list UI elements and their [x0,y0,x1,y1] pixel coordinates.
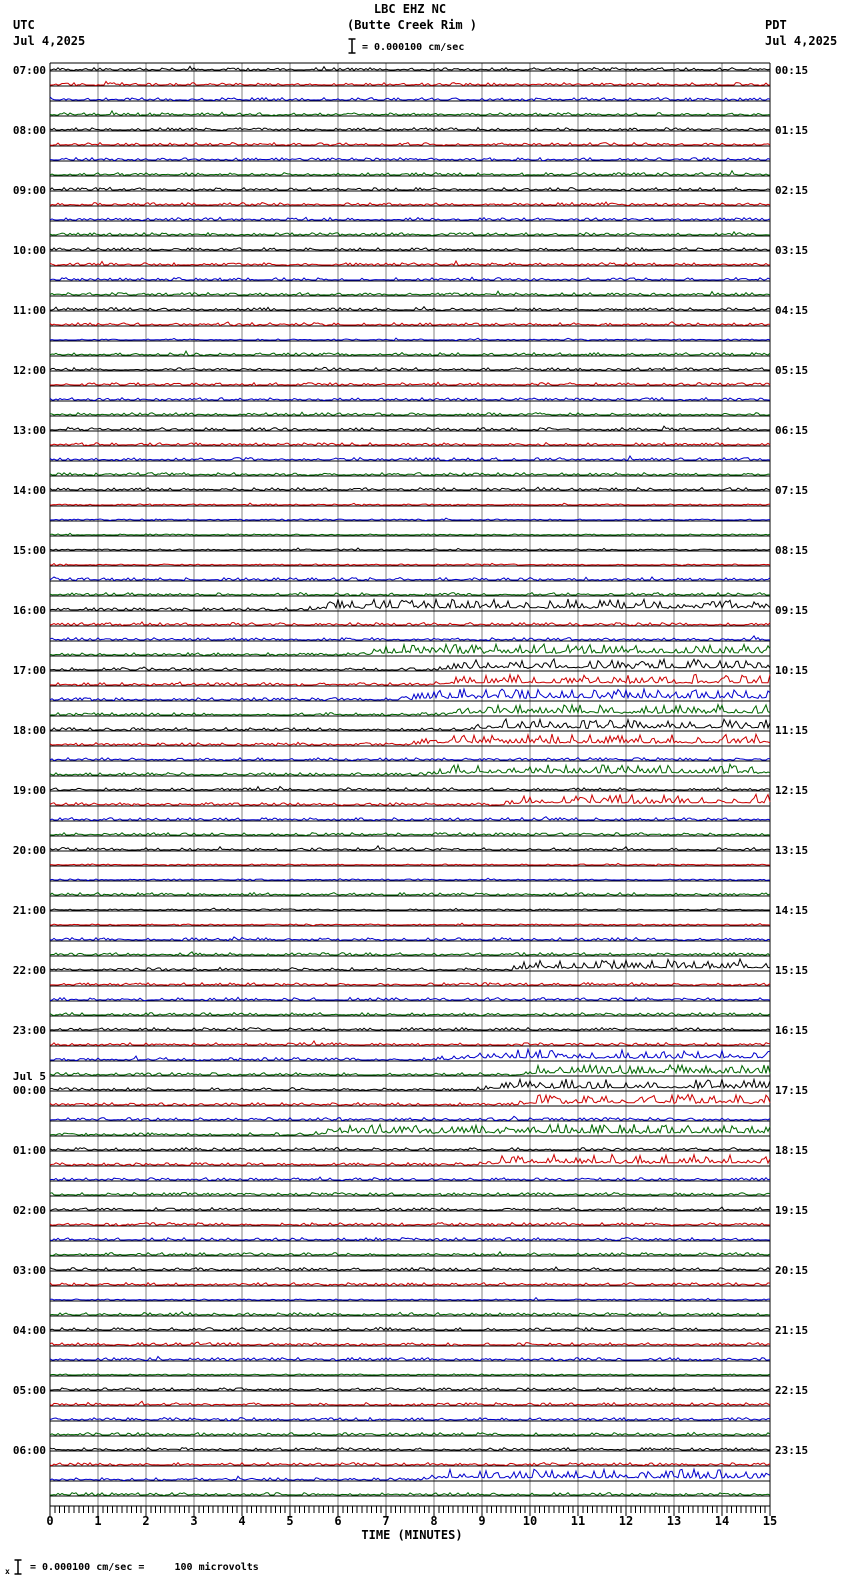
pdt-hour-label: 19:15 [775,1204,809,1217]
utc-hour-label: 18:00 [12,724,46,737]
x-tick-label: 7 [382,1514,390,1528]
x-axis-title: TIME (MINUTES) [361,1528,463,1542]
utc-hour-label: 01:00 [12,1144,46,1157]
x-tick-label: 13 [666,1514,682,1528]
pdt-hour-label: 08:15 [775,544,809,557]
x-tick-label: 12 [618,1514,634,1528]
footer-scale-text: = 0.000100 cm/sec = 100 microvolts [30,1562,259,1573]
pdt-hour-label: 04:15 [775,304,809,317]
utc-hour-label: 16:00 [12,604,46,617]
station-title: LBC EHZ NC [373,2,447,16]
utc-hour-label: 00:00 [12,1084,46,1097]
right-date-label: Jul 4,2025 [765,34,838,48]
utc-hour-label: 23:00 [12,1024,46,1037]
left-date-label: Jul 4,2025 [13,34,86,48]
utc-hour-label: 19:00 [12,784,46,797]
utc-hour-label: 11:00 [12,304,46,317]
pdt-hour-label: 12:15 [775,784,809,797]
footer-scale-bar-icon [13,1558,23,1576]
pdt-hour-label: 18:15 [775,1144,809,1157]
x-tick-label: 11 [570,1514,586,1528]
pdt-hour-label: 01:15 [775,124,809,137]
pdt-hour-label: 21:15 [775,1324,809,1337]
utc-hour-label: 07:00 [12,64,46,77]
x-tick-label: 0 [46,1514,54,1528]
utc-hour-label: 02:00 [12,1204,46,1217]
pdt-hour-label: 03:15 [775,244,809,257]
pdt-hour-label: 11:15 [775,724,809,737]
utc-hour-label: 04:00 [12,1324,46,1337]
pdt-hour-label: 06:15 [775,424,809,437]
pdt-hour-label: 23:15 [775,1444,809,1457]
utc-hour-label: 22:00 [12,964,46,977]
station-subtitle: (Butte Creek Rim ) [346,18,478,32]
right-timezone-label: PDT [765,18,787,32]
pdt-hour-label: 15:15 [775,964,809,977]
x-tick-label: 3 [190,1514,198,1528]
utc-hour-label: 15:00 [12,544,46,557]
left-timezone-label: UTC [13,18,35,32]
utc-hour-label: 20:00 [12,844,46,857]
x-tick-label: 8 [430,1514,438,1528]
x-tick-label: 10 [522,1514,538,1528]
pdt-hour-label: 05:15 [775,364,809,377]
utc-hour-label: 09:00 [12,184,46,197]
utc-hour-label: 10:00 [12,244,46,257]
x-tick-label: 9 [478,1514,486,1528]
utc-hour-label: 12:00 [12,364,46,377]
pdt-hour-label: 09:15 [775,604,809,617]
x-tick-label: 15 [762,1514,778,1528]
utc-hour-label: 17:00 [12,664,46,677]
utc-hour-label: 13:00 [12,424,46,437]
pdt-hour-label: 16:15 [775,1024,809,1037]
pdt-hour-label: 20:15 [775,1264,809,1277]
utc-hour-label: 03:00 [12,1264,46,1277]
x-tick-label: 2 [142,1514,150,1528]
scale-label: = 0.000100 cm/sec [362,42,465,53]
date-change-label: Jul 5 [12,1070,46,1083]
utc-hour-label: 14:00 [12,484,46,497]
pdt-hour-label: 17:15 [775,1084,809,1097]
pdt-hour-label: 02:15 [775,184,809,197]
pdt-hour-label: 22:15 [775,1384,809,1397]
pdt-hour-label: 07:15 [775,484,809,497]
x-tick-label: 1 [94,1514,102,1528]
x-tick-label: 14 [714,1514,730,1528]
pdt-hour-label: 00:15 [775,64,809,77]
pdt-hour-label: 10:15 [775,664,809,677]
utc-hour-label: 06:00 [12,1444,46,1457]
footer-prefix: x [5,1567,10,1576]
x-tick-label: 4 [238,1514,246,1528]
pdt-hour-label: 13:15 [775,844,809,857]
x-tick-label: 6 [334,1514,342,1528]
pdt-hour-label: 14:15 [775,904,809,917]
x-tick-label: 5 [286,1514,294,1528]
utc-hour-label: 05:00 [12,1384,46,1397]
utc-hour-label: 21:00 [12,904,46,917]
utc-hour-label: 08:00 [12,124,46,137]
